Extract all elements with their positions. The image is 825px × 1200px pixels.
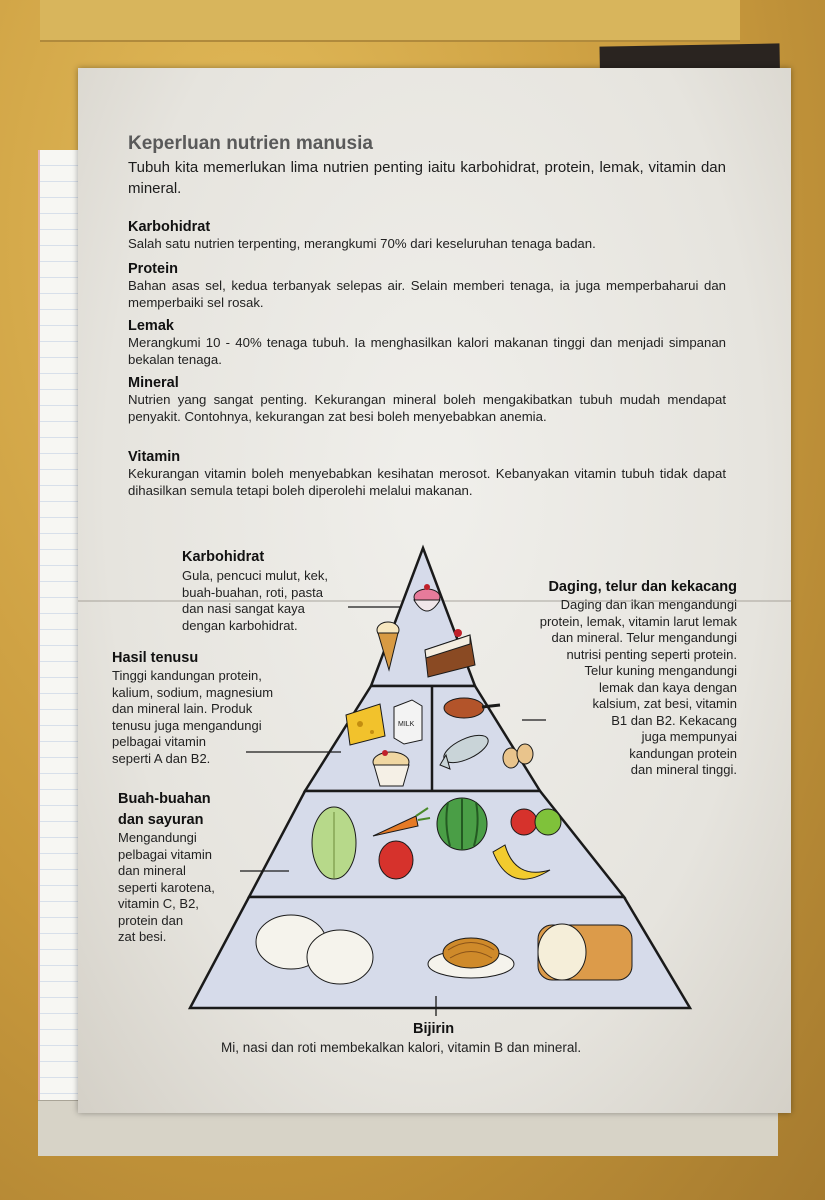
section-heading-mineral: Mineral: [128, 375, 179, 391]
section-body-mineral: Nutrien yang sangat penting. Kekurangan mineral boleh mengakibatkan tubuh mudah mendapat penyakit. Contohnya, kekurangan zat besi boleh menyebabkan anemia.: [128, 392, 726, 424]
section-heading-protein: Protein: [128, 261, 178, 277]
bell-pepper-icon: [379, 841, 413, 879]
section-body-vitamin: Kekurangan vitamin boleh menyebabkan kesihatan merosot. Kebanyakan vitamin tubuh tidak dapat dihasilkan semula tetapi boleh diperolehi melalui makanan.: [128, 466, 726, 498]
label-bijirin-body: Mi, nasi dan roti membekalkan kalori, vitamin B dan mineral.: [221, 1040, 582, 1055]
lettuce-icon: [312, 807, 356, 879]
section-body-protein: Bahan asas sel, kedua terbanyak selepas air. Selain memberi tenaga, ia juga memperbaharui dan memperbaiki sel rosak.: [128, 278, 726, 310]
bread-loaf-icon: [538, 924, 632, 980]
cupcake-icon: [373, 750, 409, 786]
label-tenusu-body: Tinggi kandungan protein, kalium, sodium, magnesium dan mineral lain. Produk tenusu juga mengandungi pelbagai vitamin seperti A dan B2.: [112, 668, 274, 766]
label-karbohidrat-heading: Karbohidrat: [182, 549, 265, 565]
watermelon-icon: [437, 798, 487, 850]
label-tenusu-heading: Hasil tenusu: [112, 650, 199, 666]
label-daging-heading: Daging, telur dan kekacang: [548, 579, 737, 595]
pyramid-tier-third: [249, 791, 624, 897]
label-buah-heading-1: Buah-buahan: [118, 791, 211, 807]
section-heading-lemak: Lemak: [128, 318, 174, 334]
label-buah-body: Mengandungi pelbagai vitamin dan mineral seperti karotena, vitamin C, B2, protein dan zat besi.: [118, 830, 215, 944]
section-body-karbohidrat: Salah satu nutrien terpenting, merangkumi 70% dari keseluruhan tenaga badan.: [128, 236, 596, 251]
milk-label: MILK: [398, 721, 415, 728]
milk-carton-icon: [394, 700, 422, 744]
label-buah-heading-2: dan sayuran: [118, 812, 204, 828]
section-body-lemak: Merangkumi 10 - 40% tenaga tubuh. Ia menghasilkan kalori makanan tinggi dan menjadi simpanan bekalan tenaga.: [128, 335, 726, 367]
label-bijirin-heading: Bijirin: [413, 1021, 455, 1037]
page-title: Keperluan nutrien manusia: [128, 133, 373, 154]
label-karbohidrat-body: Gula, pencuci mulut, kek, buah-buahan, roti, pasta dan nasi sangat kaya dengan karbohidrat.: [182, 568, 328, 633]
section-heading-vitamin: Vitamin: [128, 449, 181, 465]
intro-paragraph: Tubuh kita memerlukan lima nutrien penting iaitu karbohidrat, protein, lemak, vitamin dan mineral.: [128, 159, 726, 197]
label-daging-body: Daging dan ikan mengandungi protein, lemak, vitamin larut lemak dan mineral. Telur mengandungi nutrisi penting seperti protein. Telur kuning mengandungi lemak dan kaya dengan kalsium, zat besi, vitamin B1 dan B2. Kekacang juga mempunyai kandungan protein dan mineral tinggi.: [539, 597, 737, 777]
section-heading-karbohidrat: Karbohidrat: [128, 219, 211, 235]
